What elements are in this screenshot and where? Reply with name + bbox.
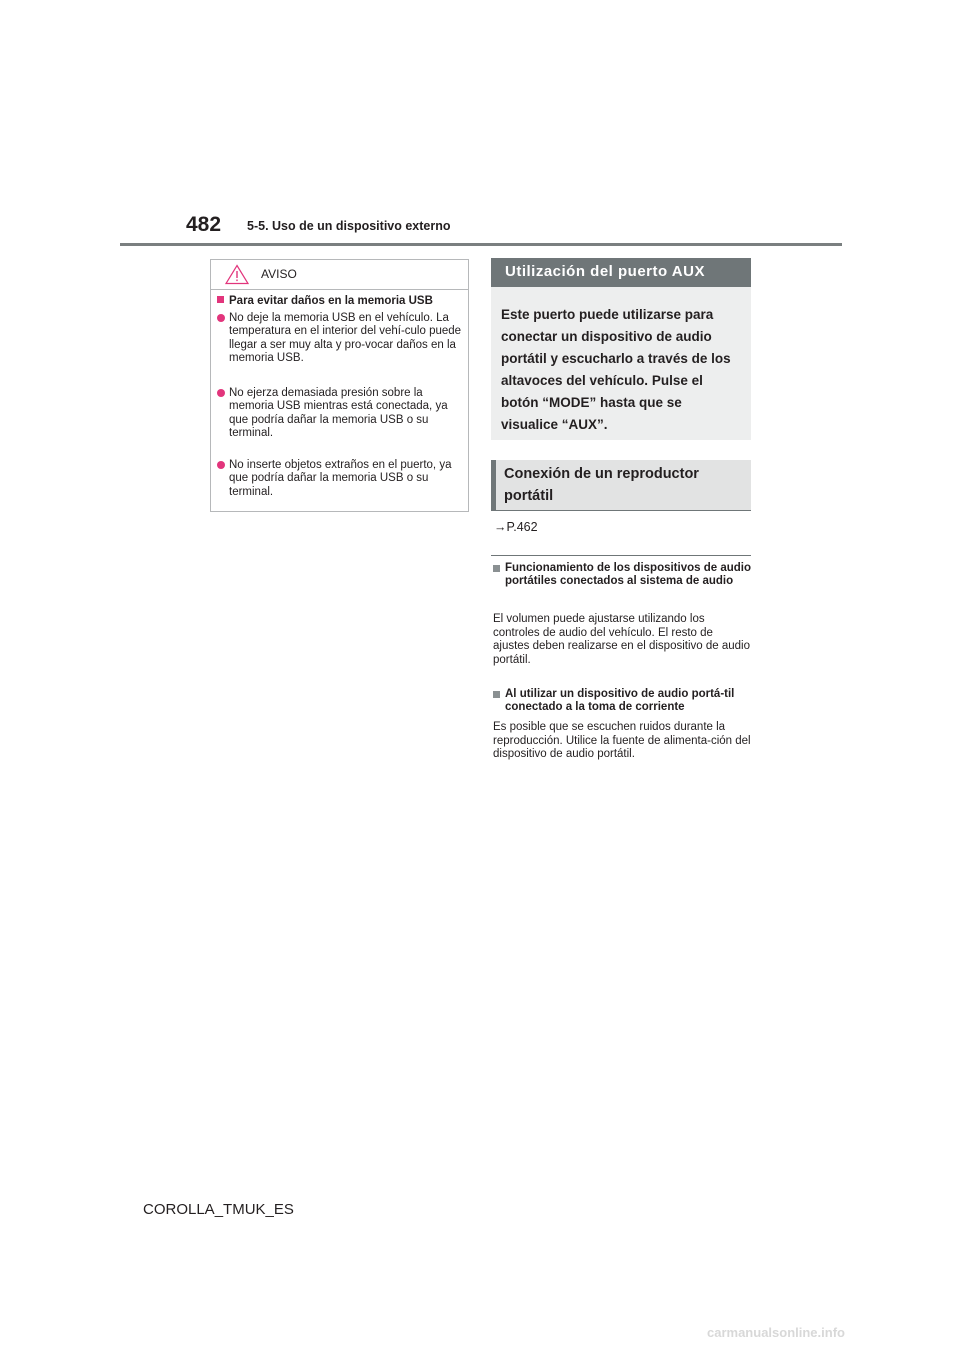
page-reference: →P.462 <box>494 520 538 534</box>
warning-label: AVISO <box>261 267 297 281</box>
note-body: Es posible que se escuchen ruidos durante la reproducción. Utilice la fuente de alimenta-ción del dispositivo de audio portátil. <box>493 721 751 760</box>
header-rule <box>120 243 842 246</box>
footer-doc-code: COROLLA_TMUK_ES <box>143 1201 294 1218</box>
note-heading: Funcionamiento de los dispositivos de audio portátiles conectados al sistema de audio <box>493 562 751 588</box>
square-bullet-icon <box>217 296 224 303</box>
warning-box <box>210 259 469 512</box>
note-heading: Al utilizar un dispositivo de audio portá-til conectado a la toma de corriente <box>493 688 751 714</box>
square-bullet-icon <box>493 691 500 698</box>
warning-bullet: No ejerza demasiada presión sobre la memoria USB mientras está conectada, ya que podría dañar la memoria USB o su terminal. <box>217 387 465 441</box>
warning-triangle-icon <box>225 264 249 285</box>
warning-bullet: No inserte objetos extraños en el puerto, ya que podría dañar la memoria USB o su terminal. <box>217 459 465 499</box>
arrow-icon: → <box>494 520 507 534</box>
warning-heading: Para evitar daños en la memoria USB <box>217 294 433 308</box>
bullet-dot-icon <box>217 314 225 322</box>
connection-heading: Conexión de un reproductor portátil <box>491 460 751 510</box>
warning-bullet: No deje la memoria USB en el vehículo. La temperatura en el interior del vehí-culo puede llegar a ser muy alta y pro-vocar daños en la memoria USB. <box>217 312 465 366</box>
square-bullet-icon <box>493 565 500 572</box>
aux-intro: Este puerto puede utilizarse para conectar un dispositivo de audio portátil y escucharlo a través de los altavoces del vehículo. Pulse el botón “MODE” hasta que se visualice “AUX”. <box>491 287 751 440</box>
note-body: El volumen puede ajustarse utilizando los controles de audio del vehículo. El resto de ajustes deben realizarse en el dispositivo de audio portátil. <box>493 613 750 666</box>
bullet-dot-icon <box>217 461 225 469</box>
warning-header <box>211 260 468 290</box>
bullet-dot-icon <box>217 389 225 397</box>
notes-rule <box>491 555 751 556</box>
section-title: 5-5. Uso de un dispositivo externo <box>247 219 451 233</box>
connection-rule <box>491 510 751 511</box>
aux-section-banner: Utilización del puerto AUX <box>491 258 751 287</box>
page-number: 482 <box>186 213 222 236</box>
watermark: carmanualsonline.info <box>707 1325 845 1340</box>
